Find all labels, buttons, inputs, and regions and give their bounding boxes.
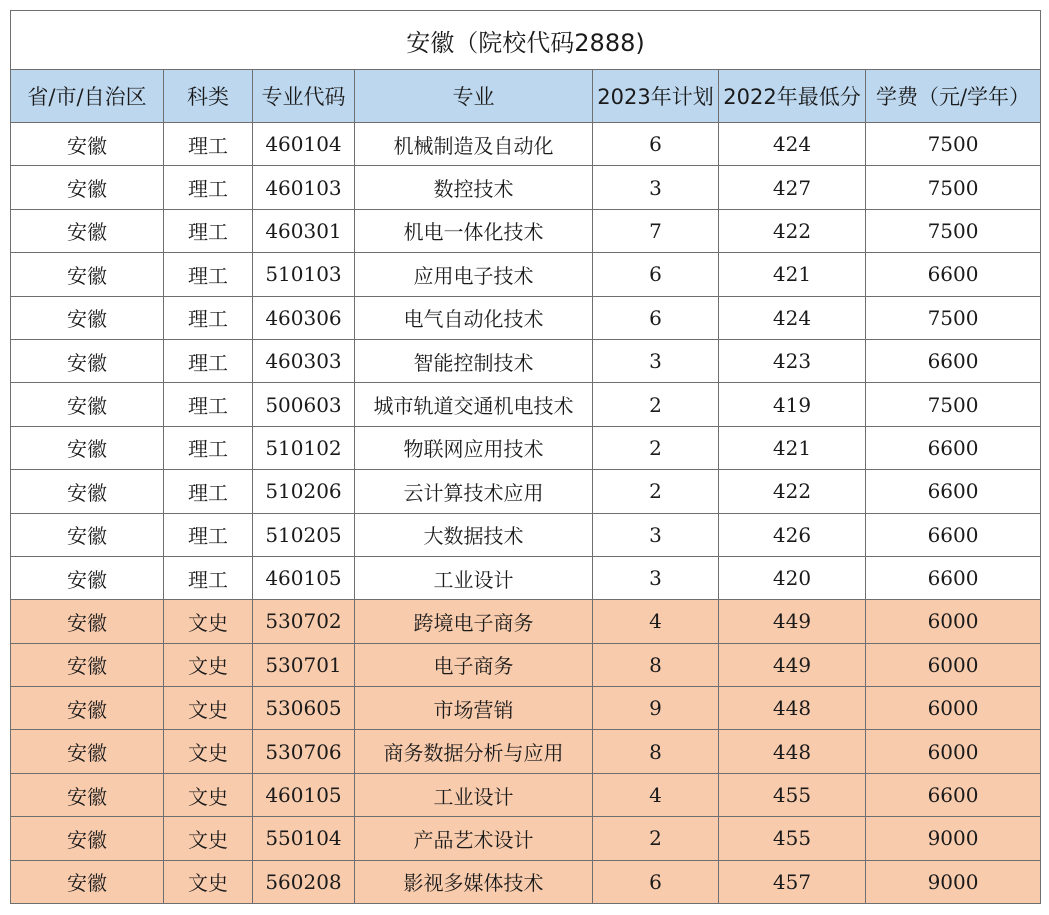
title-row (11, 11, 1041, 70)
cell-major: 应用电子技术 (355, 253, 593, 296)
cell-tuition: 9000 (866, 817, 1041, 860)
cell-major-code: 510205 (253, 513, 355, 556)
table-row (11, 209, 1041, 252)
cell-category: 文史 (164, 643, 253, 686)
cell-category: 理工 (164, 296, 253, 339)
cell-min-score-2022: 420 (719, 556, 866, 599)
table-body (11, 123, 1041, 904)
cell-category: 理工 (164, 513, 253, 556)
cell-major: 物联网应用技术 (355, 426, 593, 469)
cell-province: 安徽 (11, 383, 164, 426)
cell-major: 产品艺术设计 (355, 817, 593, 860)
cell-major: 城市轨道交通机电技术 (355, 383, 593, 426)
cell-major: 电气自动化技术 (355, 296, 593, 339)
cell-plan-2023: 3 (593, 166, 719, 209)
cell-major-code: 510102 (253, 426, 355, 469)
cell-major-code: 530605 (253, 687, 355, 730)
column-header-min-score-2022: 2022年最低分 (719, 70, 866, 123)
cell-major: 商务数据分析与应用 (355, 730, 593, 773)
table-row (11, 383, 1041, 426)
cell-category: 文史 (164, 773, 253, 816)
cell-tuition: 6600 (866, 556, 1041, 599)
cell-province: 安徽 (11, 339, 164, 382)
table-row (11, 773, 1041, 816)
cell-category: 理工 (164, 556, 253, 599)
cell-category: 理工 (164, 123, 253, 166)
cell-plan-2023: 8 (593, 643, 719, 686)
cell-major: 影视多媒体技术 (355, 860, 593, 903)
cell-major: 机电一体化技术 (355, 209, 593, 252)
column-header-province: 省/市/自治区 (11, 70, 164, 123)
cell-province: 安徽 (11, 426, 164, 469)
cell-major-code: 560208 (253, 860, 355, 903)
cell-tuition: 7500 (866, 383, 1041, 426)
cell-tuition: 6600 (866, 470, 1041, 513)
cell-category: 文史 (164, 817, 253, 860)
cell-min-score-2022: 455 (719, 817, 866, 860)
cell-min-score-2022: 422 (719, 209, 866, 252)
cell-major: 工业设计 (355, 556, 593, 599)
cell-tuition: 6000 (866, 600, 1041, 643)
table-row (11, 123, 1041, 166)
cell-major: 大数据技术 (355, 513, 593, 556)
cell-category: 理工 (164, 470, 253, 513)
cell-min-score-2022: 449 (719, 643, 866, 686)
cell-major-code: 530706 (253, 730, 355, 773)
cell-plan-2023: 7 (593, 209, 719, 252)
cell-tuition: 7500 (866, 166, 1041, 209)
cell-major-code: 460303 (253, 339, 355, 382)
cell-min-score-2022: 427 (719, 166, 866, 209)
cell-province: 安徽 (11, 687, 164, 730)
cell-min-score-2022: 448 (719, 730, 866, 773)
cell-province: 安徽 (11, 600, 164, 643)
cell-category: 理工 (164, 339, 253, 382)
cell-major: 电子商务 (355, 643, 593, 686)
cell-plan-2023: 4 (593, 773, 719, 816)
cell-min-score-2022: 424 (719, 296, 866, 339)
cell-major-code: 460104 (253, 123, 355, 166)
cell-tuition: 6000 (866, 643, 1041, 686)
cell-major-code: 460105 (253, 773, 355, 816)
cell-major-code: 550104 (253, 817, 355, 860)
cell-major-code: 530701 (253, 643, 355, 686)
cell-major-code: 510103 (253, 253, 355, 296)
cell-category: 文史 (164, 730, 253, 773)
cell-major-code: 460301 (253, 209, 355, 252)
cell-min-score-2022: 421 (719, 253, 866, 296)
header-row (11, 70, 1041, 123)
cell-tuition: 7500 (866, 123, 1041, 166)
column-header-category: 科类 (164, 70, 253, 123)
cell-plan-2023: 6 (593, 296, 719, 339)
table-row (11, 730, 1041, 773)
cell-province: 安徽 (11, 860, 164, 903)
table-title: 安徽（院校代码2888) (11, 11, 1041, 70)
cell-min-score-2022: 426 (719, 513, 866, 556)
column-header-tuition: 学费（元/学年） (866, 70, 1041, 123)
cell-min-score-2022: 457 (719, 860, 866, 903)
table-row (11, 860, 1041, 903)
cell-province: 安徽 (11, 513, 164, 556)
cell-province: 安徽 (11, 556, 164, 599)
cell-category: 理工 (164, 383, 253, 426)
cell-category: 文史 (164, 687, 253, 730)
table-row (11, 296, 1041, 339)
cell-major-code: 460103 (253, 166, 355, 209)
cell-province: 安徽 (11, 773, 164, 816)
cell-plan-2023: 2 (593, 426, 719, 469)
cell-province: 安徽 (11, 730, 164, 773)
cell-major-code: 500603 (253, 383, 355, 426)
cell-tuition: 6000 (866, 730, 1041, 773)
table-row (11, 166, 1041, 209)
cell-major: 机械制造及自动化 (355, 123, 593, 166)
cell-major: 数控技术 (355, 166, 593, 209)
cell-tuition: 6600 (866, 513, 1041, 556)
cell-min-score-2022: 423 (719, 339, 866, 382)
cell-category: 理工 (164, 166, 253, 209)
cell-major-code: 530702 (253, 600, 355, 643)
cell-province: 安徽 (11, 166, 164, 209)
cell-category: 理工 (164, 253, 253, 296)
cell-major: 云计算技术应用 (355, 470, 593, 513)
cell-tuition: 6600 (866, 253, 1041, 296)
cell-plan-2023: 6 (593, 123, 719, 166)
table-row (11, 600, 1041, 643)
cell-tuition: 7500 (866, 296, 1041, 339)
cell-plan-2023: 2 (593, 470, 719, 513)
cell-category: 理工 (164, 209, 253, 252)
cell-category: 理工 (164, 426, 253, 469)
cell-province: 安徽 (11, 123, 164, 166)
table-row (11, 556, 1041, 599)
cell-min-score-2022: 421 (719, 426, 866, 469)
cell-plan-2023: 2 (593, 817, 719, 860)
cell-min-score-2022: 422 (719, 470, 866, 513)
cell-plan-2023: 8 (593, 730, 719, 773)
cell-plan-2023: 6 (593, 253, 719, 296)
cell-tuition: 7500 (866, 209, 1041, 252)
cell-min-score-2022: 455 (719, 773, 866, 816)
cell-category: 文史 (164, 600, 253, 643)
cell-major-code: 460306 (253, 296, 355, 339)
column-header-major: 专业 (355, 70, 593, 123)
cell-province: 安徽 (11, 209, 164, 252)
cell-major-code: 460105 (253, 556, 355, 599)
cell-tuition: 9000 (866, 860, 1041, 903)
cell-tuition: 6600 (866, 426, 1041, 469)
column-header-major-code: 专业代码 (253, 70, 355, 123)
table-row (11, 253, 1041, 296)
cell-tuition: 6600 (866, 773, 1041, 816)
cell-major-code: 510206 (253, 470, 355, 513)
cell-major: 市场营销 (355, 687, 593, 730)
cell-plan-2023: 9 (593, 687, 719, 730)
cell-major: 智能控制技术 (355, 339, 593, 382)
cell-min-score-2022: 424 (719, 123, 866, 166)
table-row (11, 643, 1041, 686)
cell-province: 安徽 (11, 296, 164, 339)
column-header-plan-2023: 2023年计划 (593, 70, 719, 123)
admission-plan-table (10, 10, 1041, 904)
cell-plan-2023: 3 (593, 513, 719, 556)
cell-tuition: 6000 (866, 687, 1041, 730)
cell-min-score-2022: 449 (719, 600, 866, 643)
table-row (11, 687, 1041, 730)
table-row (11, 339, 1041, 382)
table-row (11, 817, 1041, 860)
cell-major: 工业设计 (355, 773, 593, 816)
cell-category: 文史 (164, 860, 253, 903)
cell-min-score-2022: 419 (719, 383, 866, 426)
cell-province: 安徽 (11, 470, 164, 513)
table-row (11, 426, 1041, 469)
cell-province: 安徽 (11, 817, 164, 860)
cell-tuition: 6600 (866, 339, 1041, 382)
cell-plan-2023: 6 (593, 860, 719, 903)
cell-plan-2023: 3 (593, 339, 719, 382)
cell-major: 跨境电子商务 (355, 600, 593, 643)
cell-province: 安徽 (11, 253, 164, 296)
table-row (11, 513, 1041, 556)
cell-plan-2023: 3 (593, 556, 719, 599)
cell-min-score-2022: 448 (719, 687, 866, 730)
cell-province: 安徽 (11, 643, 164, 686)
table-row (11, 470, 1041, 513)
cell-plan-2023: 4 (593, 600, 719, 643)
cell-plan-2023: 2 (593, 383, 719, 426)
